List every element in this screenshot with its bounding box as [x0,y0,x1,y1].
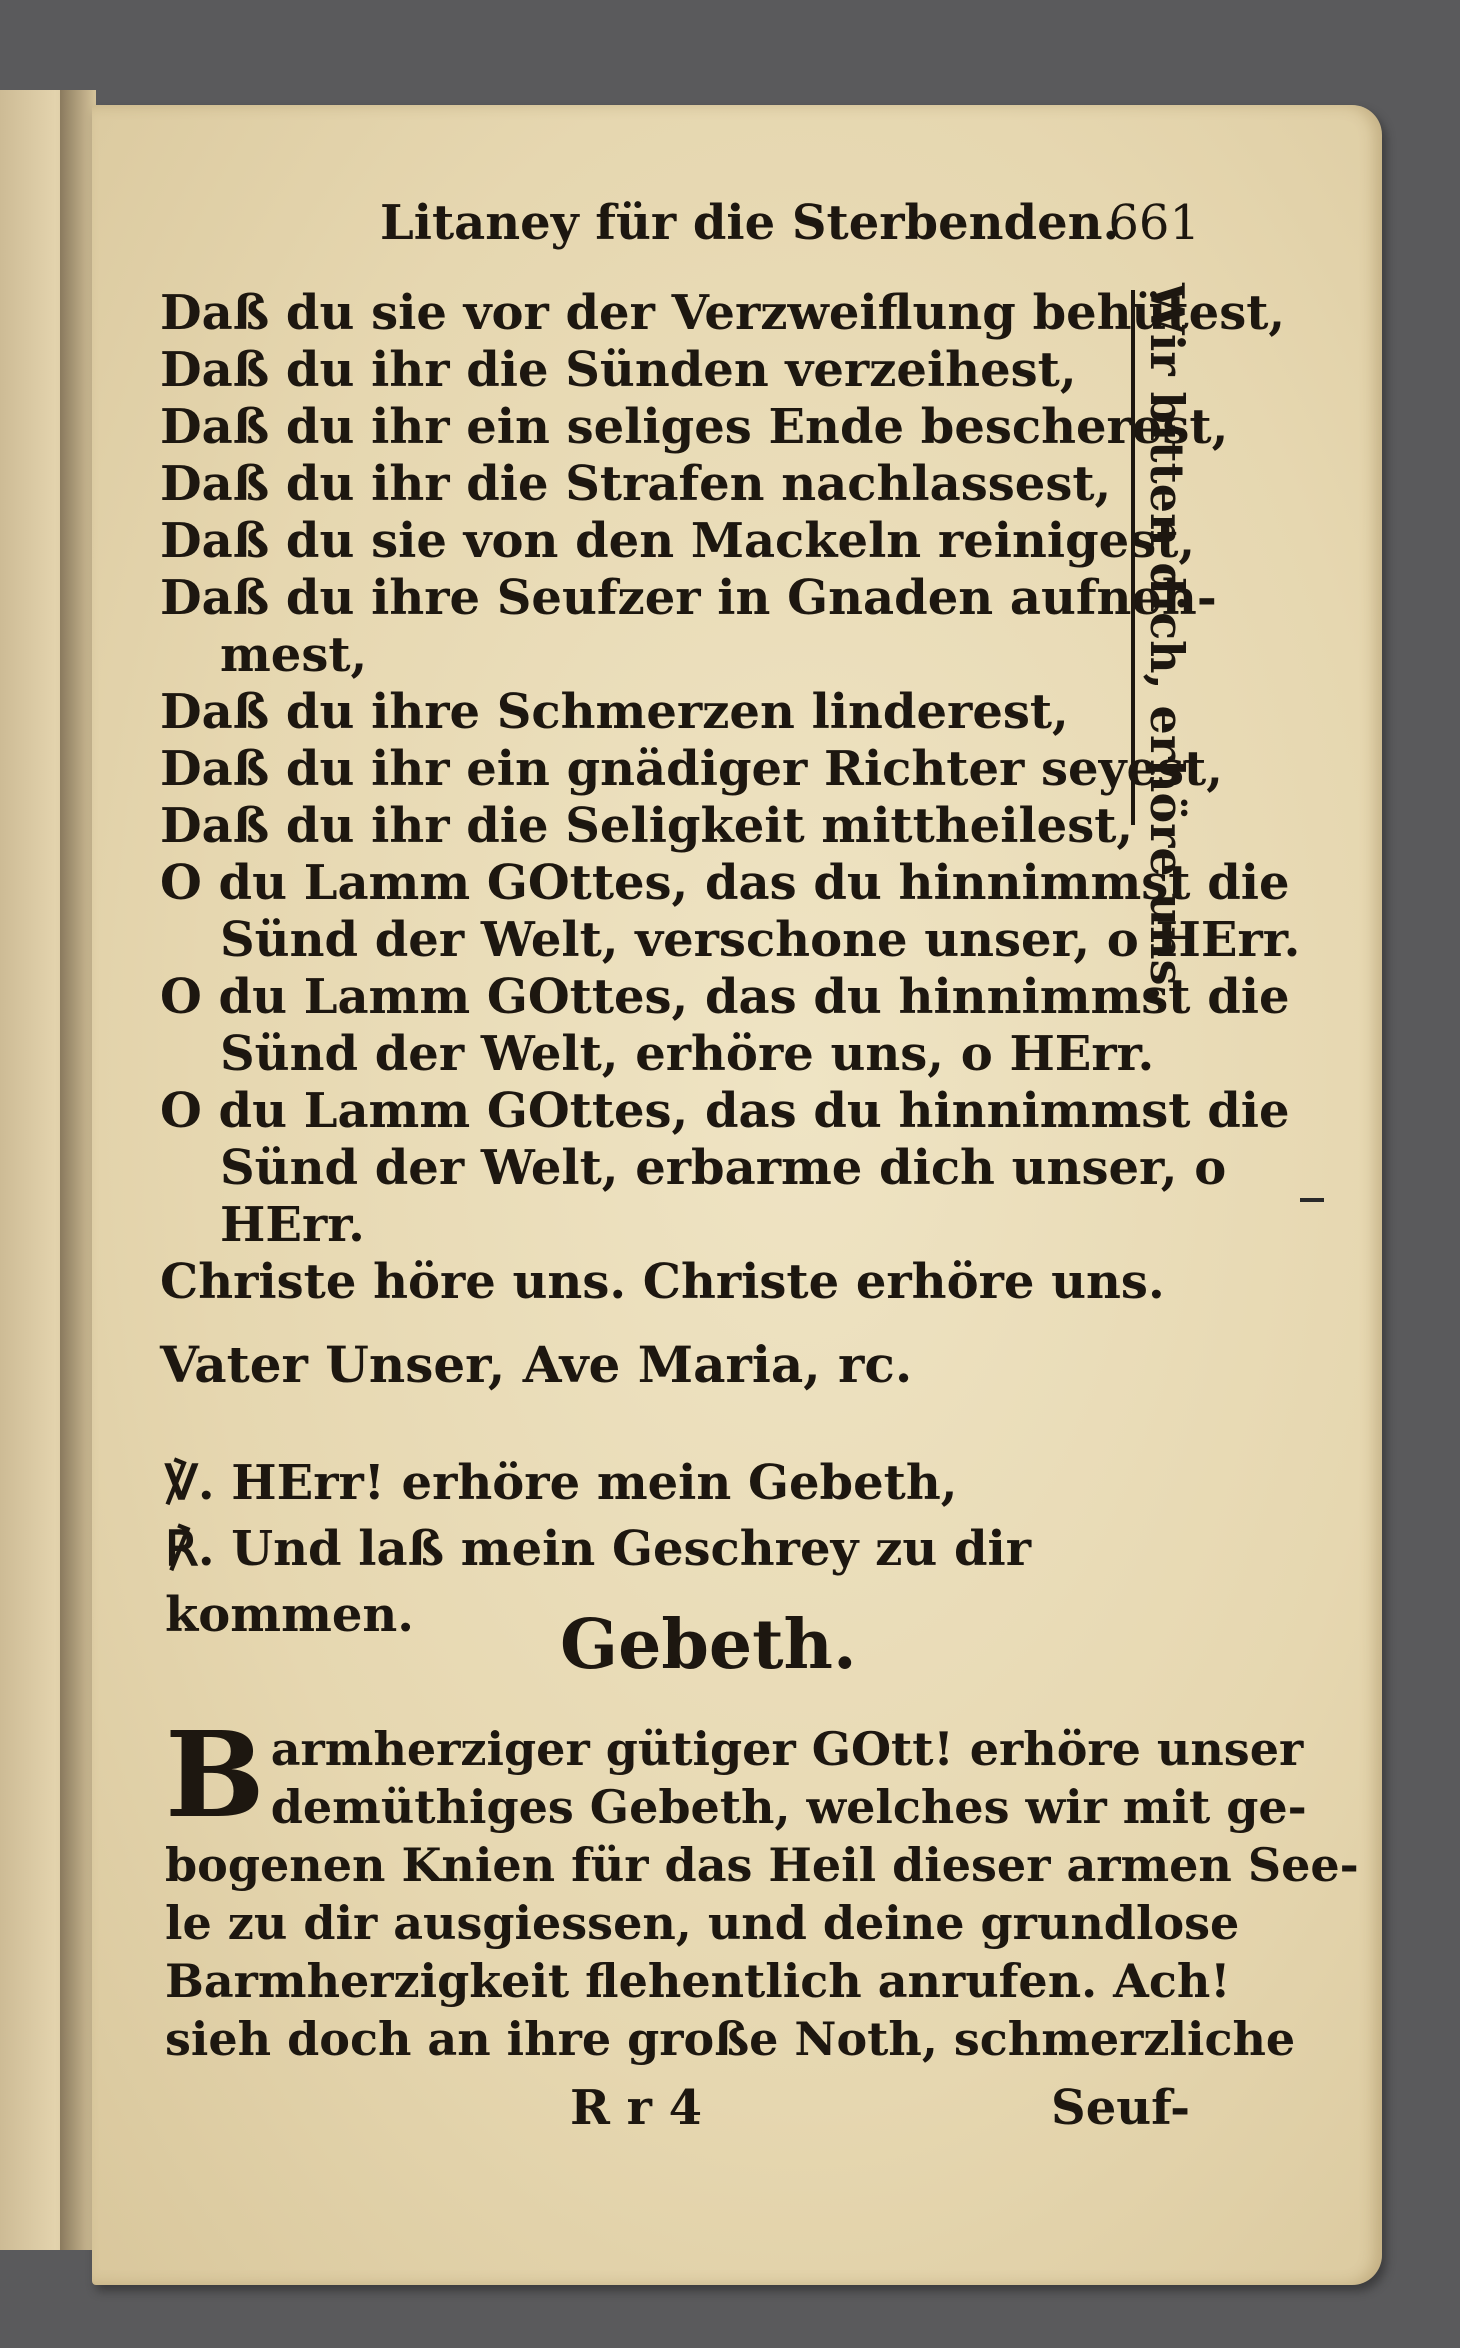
side-response-text: Wir bitten dich, erhöre uns. [1140,283,1194,1002]
signature-mark: R r 4 [570,2080,702,2136]
agnus-line: O du Lamm GOttes, das du hinnimmst die [160,1083,1290,1139]
running-title: Litaney für die Sterbenden. [380,195,1120,251]
page-footer [570,2080,1190,2140]
agnus-line: HErr. [220,1197,365,1253]
prayer-paragraph [165,1705,1359,2068]
petition-line: mest, [220,627,368,683]
running-header [280,195,1200,255]
petition-line: Daß du ihr die Strafen nachlassest, [160,456,1112,512]
pater-noster-line [160,1335,1210,1394]
response-line: ℟. Und laß mein Geschrey zu dir kommen. [165,1521,1032,1643]
agnus-line: Sünd der Welt, erhöre uns, o HErr. [220,1026,1155,1082]
prayer-line: le zu dir ausgiessen, und deine grundlose [165,1896,1240,1950]
versicle-line: ℣. HErr! erhöre mein Gebeth, [165,1455,958,1511]
prayer-line: Barmherzigkeit flehentlich anrufen. Ach! [165,1954,1231,2008]
petition-line: Daß du ihr ein gnädiger Richter seyest, [160,741,1223,797]
catchword: Seuf- [1051,2080,1190,2136]
prayer-line: bogenen Knien für das Heil dieser armen See- [165,1838,1359,1892]
agnus-line: Sünd der Welt, erbarme dich unser, o [220,1140,1227,1196]
page-number: 661 [1108,195,1200,251]
agnus-line: O du Lamm GOttes, das du hinnimmst die [160,855,1290,911]
prayer-line: demüthiges Gebeth, welches wir mit ge- [270,1780,1307,1834]
petition-line: Daß du sie von den Mackeln reinigest, [160,513,1196,569]
petition-line: Daß du sie vor der Verzweiflung behütest, [160,285,1286,341]
agnus-line: O du Lamm GOttes, das du hinnimmst die [160,969,1290,1025]
prayer-line: sieh doch an ihre große Noth, schmerzliche [165,2012,1296,2066]
petition-line: Daß du ihre Schmerzen linderest, [160,684,1069,740]
pater-text: Vater Unser, Ave Maria, rc. [160,1335,913,1394]
drop-cap: B [165,1705,265,1844]
petition-line: Daß du ihr die Sünden verzeihest, [160,342,1077,398]
prayer-line: armherziger gütiger GOtt! erhöre unser [270,1722,1304,1776]
christe-line: Christe höre uns. Christe erhöre uns. [160,1254,1165,1310]
petition-line: Daß du ihr ein seliges Ende bescherest, [160,399,1229,455]
petition-line: Daß du ihr die Seligkeit mittheilest, [160,798,1134,854]
edge-mark [1300,1198,1324,1202]
section-heading: Gebeth. [560,1605,857,1685]
book-gutter [60,90,96,2250]
agnus-line: Sünd der Welt, verschone unser, o HErr. [220,912,1301,968]
side-response [1128,283,1208,1002]
petition-line: Daß du ihre Seufzer in Gnaden aufneh- [160,570,1217,626]
